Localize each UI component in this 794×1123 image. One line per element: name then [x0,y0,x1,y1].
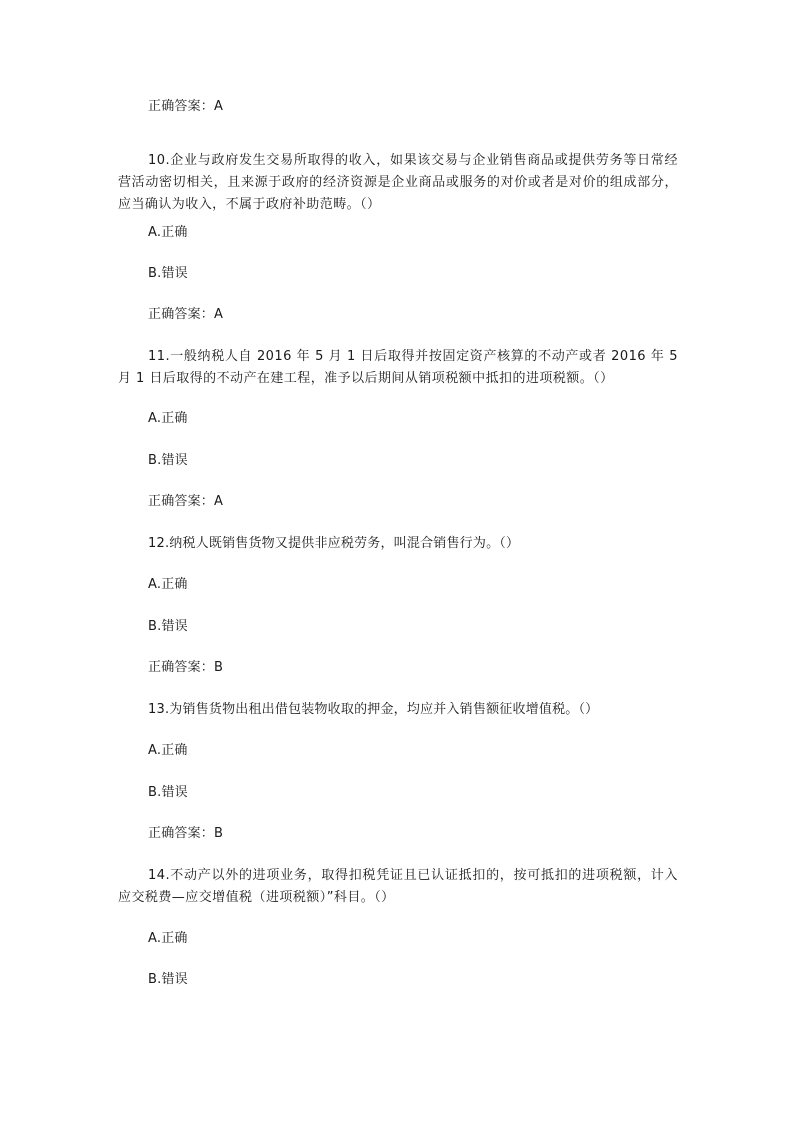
option-b: B.错误 [148,619,188,634]
option-a: A.正确 [148,411,188,426]
question-13: 13.为销售货物出租出借包装物收取的押金，均应并入销售额征收增值税。（） [148,702,599,717]
option-b: B.错误 [148,785,188,800]
answer-line: 正确答案：A [148,99,224,114]
option-b: B.错误 [148,453,188,468]
answer-line: 正确答案：B [148,826,224,841]
option-b: B.错误 [148,972,188,987]
question-12: 12.纳税人既销售货物又提供非应税劳务，叫混合销售行为。（） [148,536,520,551]
question-11: 11.一般纳税人自 2016 年 5 月 1 日后取得并按固定资产核算的不动产或者 2016 年 5 月 1 日后取得的不动产在建工程，准予以后期间从销项税额中抵扣的进项税额。（） [118,349,678,386]
answer-line: 正确答案：A [148,307,224,322]
option-a: A.正确 [148,577,188,592]
option-a: A.正确 [148,743,188,758]
option-b: B.错误 [148,266,188,281]
option-a: A.正确 [148,225,188,240]
answer-line: 正确答案：A [148,494,224,509]
answer-line: 正确答案：B [148,660,224,675]
question-10: 10.企业与政府发生交易所取得的收入，如果该交易与企业销售商品或提供劳务等日常经营活动密切相关，且来源于政府的经济资源是企业商品或服务的对价或者是对价的组成部分，应当确认为收入，不属于政府补助范畴。（） [118,153,678,212]
question-14: 14.不动产以外的进项业务，取得扣税凭证且已认证抵扣的，按可抵扣的进项税额，计入应交税费—应交增值税（进项税额）”科目。（） [118,868,678,905]
option-a: A.正确 [148,931,188,946]
